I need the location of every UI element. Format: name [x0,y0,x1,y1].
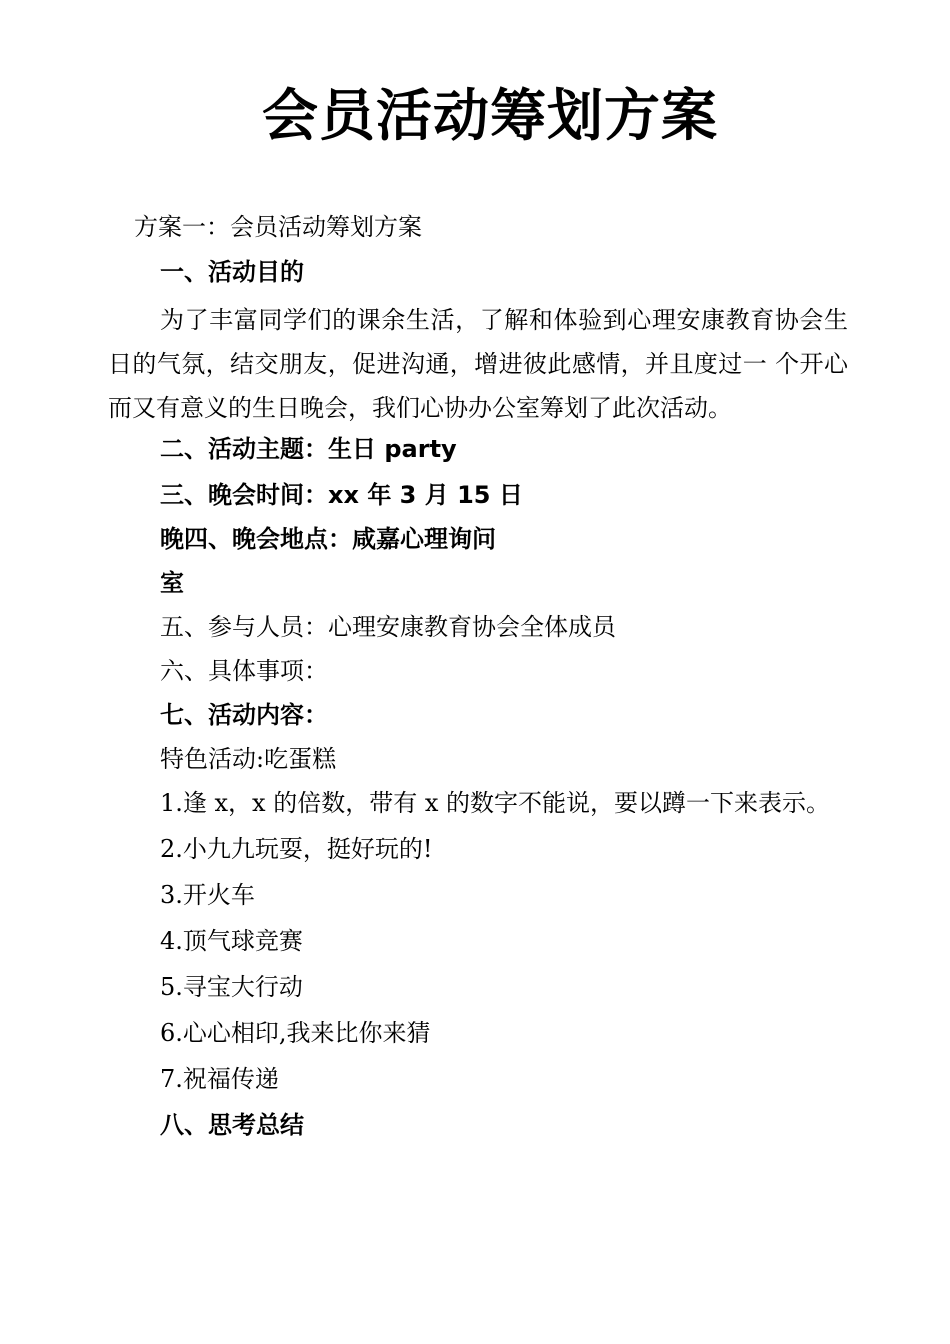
section-heading-content: 七、活动内容： [160,701,328,729]
section-heading-location: 晚四、晚会地点：咸嘉心理询问 [160,525,496,553]
section-heading-time: 三、晚会时间：xx 年 3 月 15 日 [160,481,523,509]
list-item: 2.小九九玩耍，挺好玩的! [160,835,433,863]
section-heading-location-cont: 室 [160,569,184,597]
list-item: 1.逢 x，x 的倍数，带有 x 的数字不能说，要以蹲一下来表示。 [160,789,831,817]
section-participants: 五、参与人员：心理安康教育协会全体成员 [160,613,616,641]
list-item: 特色活动:吃蛋糕 [160,745,337,773]
list-item: 3.开火车 [160,881,255,909]
list-item: 6.心心相印,我来比你来猜 [160,1019,431,1047]
section-heading-purpose: 一、活动目的 [160,258,304,286]
section-heading-theme: 二、活动主题：生日 party [160,435,457,463]
list-item: 7.祝福传递 [160,1065,279,1093]
purpose-paragraph: 为了丰富同学们的课余生活，了解和体验到心理安康教育协会生日的气氛，结交朋友，促进沟通，增进彼此感情，并且度过一 个开心而又有意义的生日晚会，我们心协办公室筹划了此次活动。 [108,306,848,422]
list-item: 4.顶气球竞赛 [160,927,303,955]
document-title: 会员活动筹划方案 [262,84,718,149]
section-heading-summary: 八、思考总结 [160,1111,304,1139]
list-item: 5.寻宝大行动 [160,973,303,1001]
plan-subtitle: 方案一：会员活动筹划方案 [134,213,422,241]
section-details: 六、具体事项： [160,657,328,685]
